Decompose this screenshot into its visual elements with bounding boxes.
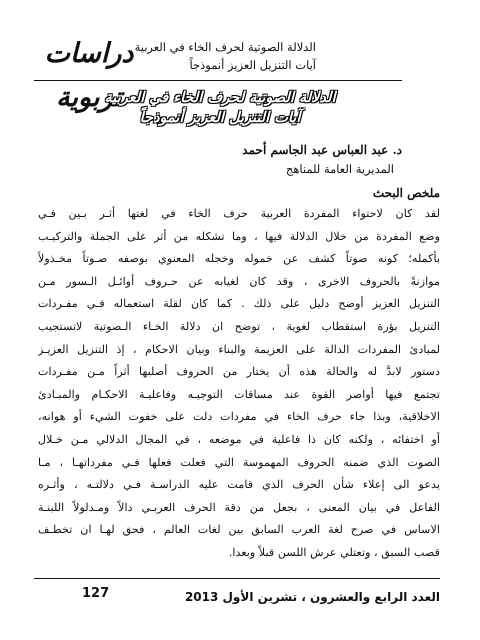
journal-logo: دراسات تربوية [44, 38, 134, 113]
abstract-line: دستور لابدَّ له والحالة هذه أن يختار من الحروف أصلبها أثراً مـن مفـردات [38, 365, 440, 379]
article-title-line2: آيات التنزيل العزيز أنموذجاً [139, 110, 301, 126]
abstract-line: بأكمله؛ كونه صوتاً كشف عن خموله وخجله المعنوي بوصفه صـوتاً مخـذولاً [38, 252, 440, 266]
article-title-line1: الدلالة الصوتية لحرف الخاء في العربية [104, 90, 336, 106]
abstract-line: لقد كان لاحتواء المفردة العربية حرف الخاء في لغتها أثـر بـين فـي [38, 207, 440, 220]
author-name: د. عبد العباس عبد الجاسم أحمد [242, 143, 402, 157]
abstract-line: التنزيل بؤرة استقطاب لغوية ، توضح ان دلالة الخـاء الـصوتية لاتستجيب [38, 319, 440, 333]
running-header [76, 38, 316, 74]
abstract-line: الاساس في صرح لغة العرب السابق بين لغات العالم ، فحق لهـا ان تخطـف [38, 523, 440, 537]
abstract-line: قصب السبق ، وتعتلي عرش اللسن قبلاً وبعدا. [228, 545, 440, 559]
abstract-line: موازنةً بالحروف الاخرى ، وقد كان لغيابه عن حـروف أوائـل الـسور مـن [38, 274, 440, 288]
footer-divider [34, 578, 440, 579]
abstract-line: لمبادئ المفردات الدالة على العزيمة والبناء وبيان الاحكام ، إذ التنزيل العزيـز [38, 342, 440, 356]
author-affiliation: المديرية العامة للمناهج [285, 162, 394, 176]
abstract-line: أو اختفائه ، ولكنه كان ذا فاعلية في موضعه ، في المجال الدلالي مـن خـلال [38, 432, 440, 446]
abstract-line: يدعو الى إعلاء شأن الحرف الذي قامت عليه الدراسـة فـي دلالتـه ، وأثـره [38, 478, 440, 492]
running-title-line2: آيات التنزيل العزيز أنموذجاً [189, 58, 316, 72]
running-title-line1: الدلالة الصوتية لحرف الخاء في العربية [134, 40, 316, 54]
abstract-body [38, 203, 440, 565]
abstract-line: الصوت الذي ضمنه الحروف المهموسة التي فعلت فعلها فـي مفرداتهـا ، مـا [38, 455, 440, 469]
abstract-line: الفاعل في بيان المعنى ، بجعل من دقة الحرف العربـي دالاً ومـدلولاً اللبنـة [38, 500, 440, 514]
abstract-heading: ملخص البحث [372, 186, 440, 200]
header-divider [34, 80, 402, 81]
issue-info: العدد الرابع والعشرون ، تشرين الأول 2013 [184, 590, 440, 604]
abstract-line: الاخلاقية، وبذا جاء حرف الخاء في مفردات دلت على خفوت الشيء أو هوانه، [38, 410, 440, 424]
page-number: 127 [82, 586, 110, 601]
abstract-line: تجتمع فيها أواصر القوة عند مساقات التوجيـه وفاعليـة الاحكـام والمبـادئ [38, 387, 440, 401]
abstract-line: وضع المفردة من خلال الدلالة فيها ، وما تشكله من أثر على الجملة والتركيـب [38, 229, 440, 243]
abstract-line: التنزيل العزيز أوضح دليل على ذلك . كما كان لقلة استعماله فـي مفـردات [38, 297, 440, 311]
